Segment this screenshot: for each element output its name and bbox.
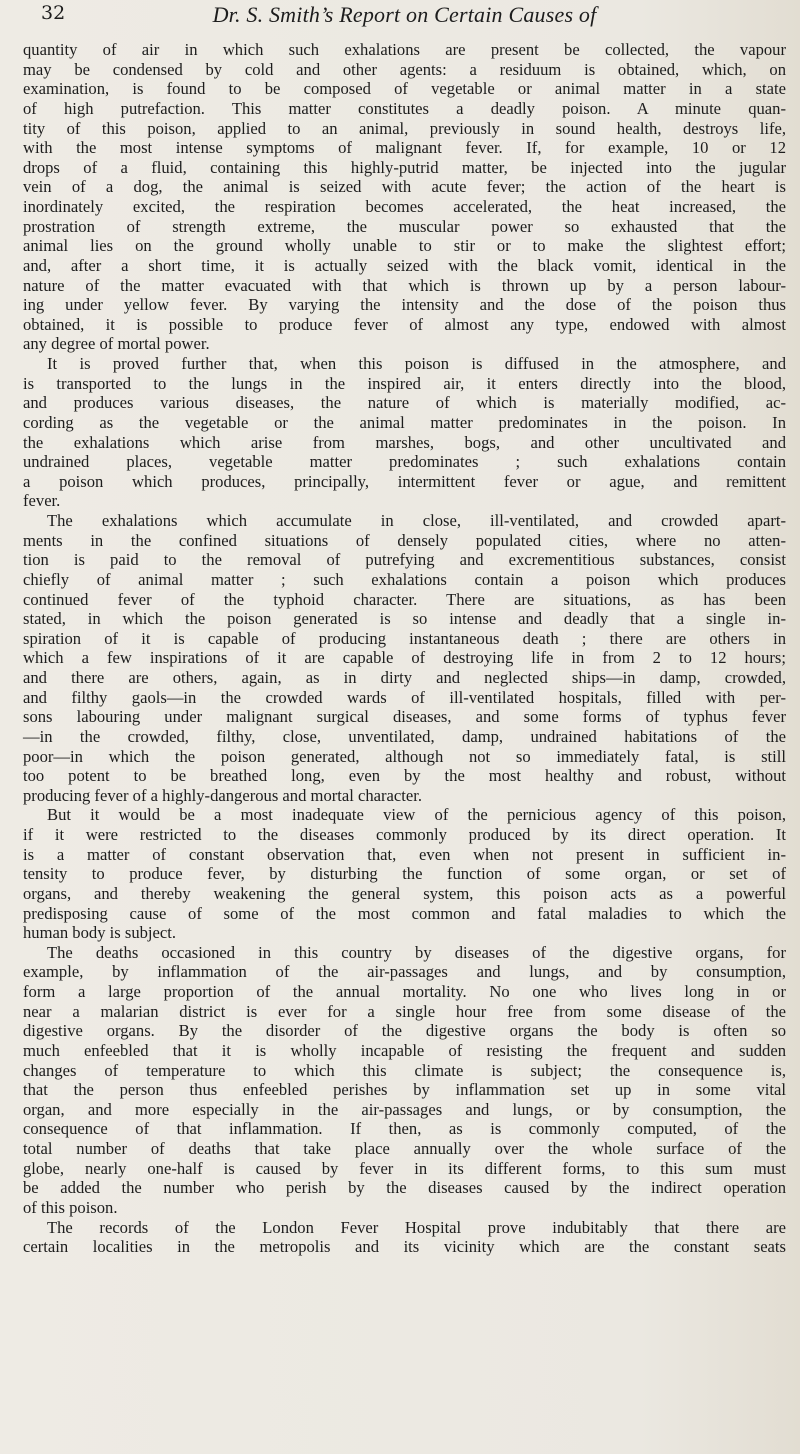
text-line: predisposing cause of some of the most common and fatal maladies to which the: [23, 903, 786, 923]
text-line: The records of the London Fever Hospital prove indubitably that there are: [47, 1217, 786, 1237]
text-line: total number of deaths that take place annually over the whole surface of the: [23, 1139, 786, 1158]
page-header: [23, 0, 786, 40]
text-line: continued fever of the typhoid character. There are situations, as has been: [23, 589, 786, 609]
text-line: and there are others, again, as in dirty and neglected ships—in damp, crowded,: [23, 668, 786, 687]
text-line: ing under yellow fever. By varying the intensity and the dose of the poison thus: [23, 295, 786, 315]
text-line: digestive organs. By the disorder of the digestive organs the body is often so: [23, 1021, 786, 1041]
text-line: may be condensed by cold and other agents: a residuum is obtained, which, on: [23, 59, 786, 79]
text-line: animal lies on the ground wholly unable to stir or to make the slightest effort;: [23, 236, 786, 256]
text-line: of high putrefaction. This matter constitutes a deadly poison. A minute quan-: [23, 98, 786, 118]
text-line: and produces various diseases, the nature of which is materially modified, ac-: [23, 393, 786, 413]
text-line: the exhalations which arise from marshes, bogs, and other uncultivated and: [23, 432, 786, 452]
text-line: of this poison.: [23, 1197, 118, 1217]
text-line: organs, and thereby weakening the general system, this poison acts as a powerful: [23, 883, 786, 903]
text-line: organ, and more especially in the air-passages and lungs, or by consumption, the: [23, 1099, 786, 1119]
text-line: be added the number who perish by the diseases caused by the indirect operation: [23, 1178, 786, 1198]
text-line: with the most intense symptoms of malignant fever. If, for example, 10 or 12: [23, 138, 786, 158]
page-number: 32: [41, 2, 66, 24]
text-line: globe, nearly one-half is caused by fever in its different forms, to this sum must: [23, 1158, 786, 1178]
text-line: and, after a short time, it is actually seized with the black vomit, identical in the: [23, 255, 786, 275]
text-line: form a large proportion of the annual mortality. No one who lives long in or: [23, 982, 786, 1001]
text-line: tion is paid to the removal of putrefying and excrementitious substances, consist: [23, 550, 786, 570]
text-line: human body is subject.: [23, 923, 177, 943]
text-line: tensity to produce fever, by disturbing the function of some organ, or set of: [23, 864, 786, 884]
text-line: obtained, it is possible to produce fever of almost any type, endowed with almost: [23, 314, 786, 334]
text-line: quantity of air in which such exhalations are present be collected, the vapour: [23, 40, 786, 59]
text-line: spiration of it is capable of producing instantaneous death ; there are others in: [23, 628, 786, 648]
text-line: stated, in which the poison generated is so intense and deadly that a single in-: [23, 609, 786, 629]
text-line: which a few inspirations of it are capable of destroying life in from 2 to 12 hours;: [23, 648, 786, 668]
text-line: that the person thus enfeebled perishes by inflammation set up in some vital: [23, 1080, 786, 1100]
text-line: drops of a fluid, containing this highly-putrid matter, be injected into the jugular: [23, 157, 786, 177]
text-line: cording as the vegetable or the animal matter predominates in the poison. In: [23, 412, 786, 432]
text-line: a poison which produces, principally, intermittent fever or ague, and remittent: [23, 471, 786, 491]
text-line: is a matter of constant observation that, even when not present in sufficient in-: [23, 844, 786, 864]
text-line: The deaths occasioned in this country by diseases of the digestive organs, for: [47, 942, 786, 962]
text-line: changes of temperature to which this climate is subject; the consequence is,: [23, 1060, 786, 1080]
text-line: is transported to the lungs in the inspired air, it enters directly into the blood,: [23, 373, 786, 393]
text-line: undrained places, vegetable matter predominates ; such exhalations contain: [23, 452, 786, 472]
text-line: consequence of that inflammation. If then, as is commonly computed, of the: [23, 1119, 786, 1139]
running-title: Dr. S. Smith’s Report on Certain Causes of: [212, 2, 597, 27]
text-line: and filthy gaols—in the crowded wards of ill-ventilated hospitals, filled with per-: [23, 687, 786, 707]
text-line: near a malarian district is ever for a single hour free from some disease of the: [23, 1001, 786, 1021]
text-line: certain localities in the metropolis and its vicinity which are the constant seats: [23, 1237, 786, 1257]
text-line: example, by inflammation of the air-passages and lungs, and by consumption,: [23, 962, 786, 982]
text-line: if it were restricted to the diseases commonly produced by its direct operation. It: [23, 825, 786, 844]
body-text: [23, 40, 786, 1257]
text-line: fever.: [23, 491, 61, 511]
text-line: much enfeebled that it is wholly incapable of resisting the frequent and sudden: [23, 1040, 786, 1060]
text-line: —in the crowded, filthy, close, unventilated, damp, undrained habitations of the: [23, 726, 786, 746]
text-line: too potent to be breathed long, even by the most healthy and robust, without: [23, 766, 786, 786]
text-line: examination, is found to be composed of vegetable or animal matter in a state: [23, 79, 786, 99]
text-line: tity of this poison, applied to an animal, previously in sound health, destroys life,: [23, 118, 786, 138]
text-line: prostration of strength extreme, the muscular power so exhausted that the: [23, 216, 786, 236]
text-line: sons labouring under malignant surgical diseases, and some forms of typhus fever: [23, 707, 786, 727]
text-line: poor—in which the poison generated, although not so immediately fatal, is still: [23, 746, 786, 766]
text-line: any degree of mortal power.: [23, 334, 210, 354]
text-line: nature of the matter evacuated with that which is thrown up by a person labour-: [23, 275, 786, 295]
text-line: The exhalations which accumulate in close, ill-ventilated, and crowded apart-: [47, 511, 786, 530]
text-line: ments in the confined situations of densely populated cities, where no atten-: [23, 530, 786, 550]
text-line: inordinately excited, the respiration becomes accelerated, the heat increased, the: [23, 197, 786, 216]
text-line: vein of a dog, the animal is seized with acute fever; the action of the heart is: [23, 177, 786, 197]
text-line: It is proved further that, when this poison is diffused in the atmosphere, and: [47, 354, 786, 373]
text-line: chiefly of animal matter ; such exhalations contain a poison which produces: [23, 569, 786, 589]
text-line: producing fever of a highly-dangerous and mortal character.: [23, 785, 423, 805]
text-line: But it would be a most inadequate view of the pernicious agency of this poison,: [47, 805, 786, 825]
